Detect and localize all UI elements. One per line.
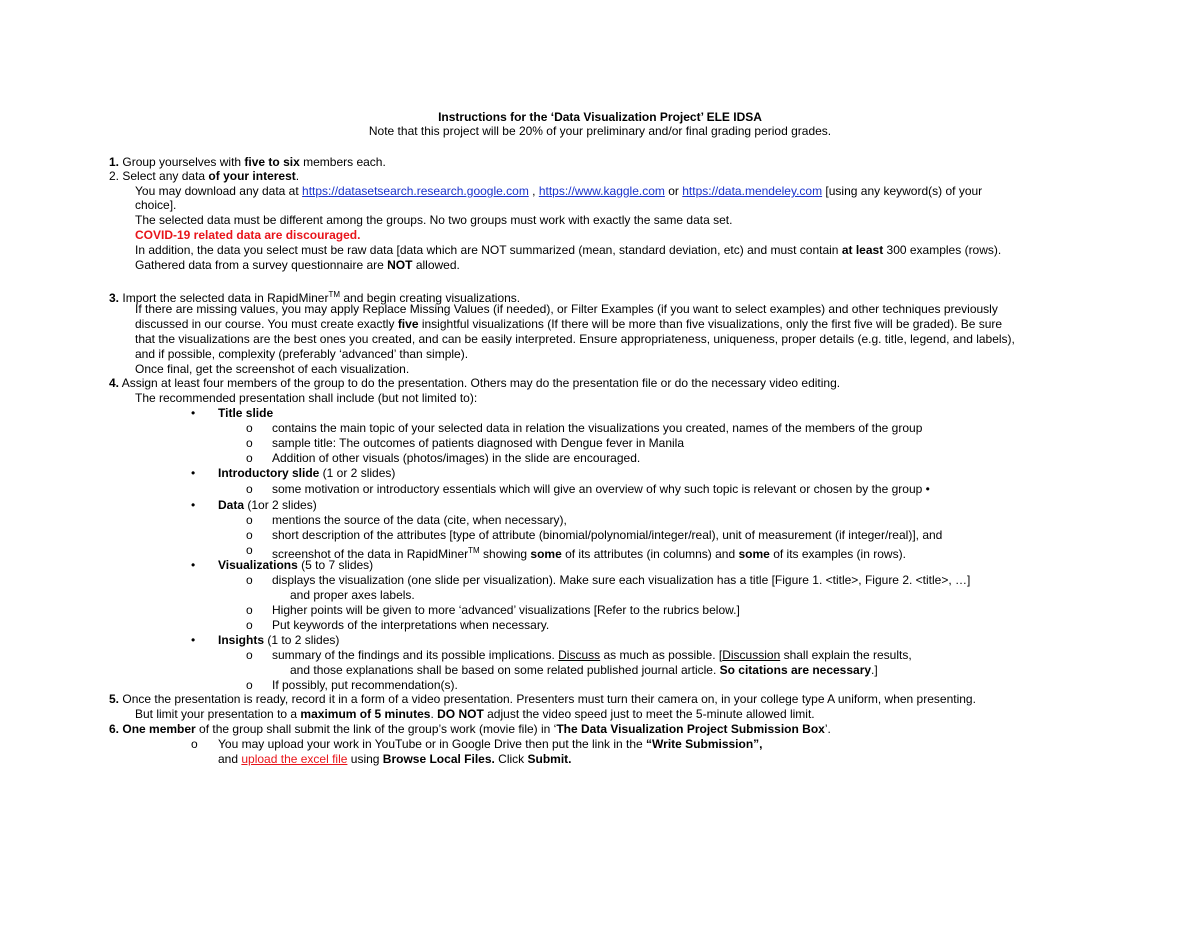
step-2-line-choice: choice].: [135, 198, 177, 212]
submission-box-name: The Data Visualization Project Submission Box: [556, 722, 825, 736]
step-number: 2.: [109, 169, 120, 183]
step-5: [109, 692, 976, 707]
text: screenshot of the data in RapidMiner: [272, 547, 469, 561]
step-5-line-1: [135, 707, 815, 722]
visualizations-item-1-cont: and proper axes labels.: [290, 588, 415, 602]
step-number: 5.: [109, 692, 120, 706]
datasetsearch-link[interactable]: https://datasetsearch.research.google.com: [302, 184, 529, 198]
circle-bullet-icon: o: [246, 451, 253, 465]
text: or: [664, 184, 683, 198]
step-4-line-1: The recommended presentation shall include (but not limited to):: [135, 391, 478, 405]
emphasis: maximum of 5 minutes: [300, 707, 431, 721]
step-text: Once the presentation is ready, record it in a form of a video presentation. Presenters must turn their camera on, in your college type A uniform, when presenting.: [122, 692, 976, 706]
bullet-icon: •: [191, 466, 196, 480]
data-item-1: mentions the source of the data (cite, when necessary),: [272, 513, 567, 527]
text: In addition, the data you select must be raw data [data which are NOT summarized (mean, standard deviation, etc) and must contain: [135, 243, 842, 257]
introductory-slide-heading: [218, 466, 395, 481]
introductory-item-1: [272, 482, 930, 497]
upload-excel-file-link[interactable]: upload the excel file: [241, 752, 348, 766]
step-2-line-different: The selected data must be different among the groups. No two groups must work with exactly the same data set.: [135, 213, 733, 227]
text: and those explanations shall be based on some related published journal article.: [290, 663, 720, 677]
visualizations-item-1: displays the visualization (one slide per visualization). Make sure each visualization has a title [Figure 1. <title>, Figure 2. <title>, …]: [272, 573, 971, 587]
step-text: and begin creating visualizations.: [340, 291, 521, 305]
trademark: TM: [468, 546, 480, 555]
step-2-download-line: [135, 184, 982, 199]
visualizations-heading: [218, 558, 373, 573]
title-slide-item-1: contains the main topic of your selected data in relation the visualizations you created, names of the members of the group: [272, 421, 923, 435]
step-number: 6.: [109, 722, 120, 736]
step-number: 3.: [109, 291, 120, 305]
emphasis: NOT: [387, 258, 413, 272]
heading-count: (1 to 2 slides): [264, 633, 340, 647]
emphasis: at least: [841, 243, 884, 257]
heading-text: Introductory slide: [218, 466, 320, 480]
covid-warning: [135, 228, 360, 243]
circle-bullet-icon: o: [246, 543, 253, 557]
insights-item-2: If possibly, put recommendation(s).: [272, 678, 458, 692]
insights-item-1-cont: [290, 663, 878, 678]
step-number: 1.: [109, 155, 120, 169]
emphasis: “Write Submission”,: [646, 737, 763, 751]
text: Gathered data from a survey questionnaire are: [135, 258, 388, 272]
text: of its attributes (in columns) and: [561, 547, 739, 561]
step-6-line-1: [218, 737, 763, 752]
kaggle-link[interactable]: https://www.kaggle.com: [538, 184, 665, 198]
emphasis: some: [738, 547, 770, 561]
step-2-line-raw: [135, 243, 1001, 258]
text: as much as possible. [: [600, 648, 723, 662]
step-emphasis: of your interest: [208, 169, 296, 183]
text: discussed in our course. You must create exactly: [135, 317, 398, 331]
underlined-text: Discussion: [722, 648, 781, 662]
circle-bullet-icon: o: [246, 482, 253, 496]
visualizations-item-2: Higher points will be given to more ‘advanced’ visualizations [Refer to the rubrics below.]: [272, 603, 740, 617]
step-3-line-2: [135, 317, 1002, 332]
circle-bullet-icon: o: [246, 618, 253, 632]
text: 300 examples (rows).: [883, 243, 1002, 257]
data-item-2: short description of the attributes [type of attribute (binomial/polynomial/integer/real), unit of measurement (if integer/real)], and: [272, 528, 943, 542]
step-3-line-1: If there are missing values, you may apply Replace Missing Values (if needed), or Filter Examples (if you want to select examples) and other techniques previously: [135, 302, 998, 316]
emphasis: Submit.: [527, 752, 572, 766]
step-number: 4.: [109, 376, 120, 390]
text: You may upload your work in YouTube or in Google Drive then put the link in the: [218, 737, 647, 751]
step-3-line-3: that the visualizations are the best ones you created, and can be easily interpreted. Ensure appropriateness, uniqueness, proper details (e.g. title, legend, and labels),: [135, 332, 1015, 346]
step-6: [109, 722, 831, 737]
mendeley-link[interactable]: https://data.mendeley.com: [682, 184, 823, 198]
text: shall explain the results,: [780, 648, 912, 662]
circle-bullet-icon: o: [246, 513, 253, 527]
text: ,: [528, 184, 539, 198]
step-text: of the group shall submit the link of the group’s work (movie file) in ‘: [195, 722, 557, 736]
step-2: [109, 169, 299, 184]
text: [using any keyword(s) of your: [822, 184, 983, 198]
heading-text: Title slide: [218, 406, 274, 420]
step-4: [109, 376, 840, 391]
heading-count: (5 to 7 slides): [297, 558, 374, 572]
circle-bullet-icon: o: [246, 573, 253, 587]
bullet-icon: •: [191, 498, 196, 512]
step-text: Select any data: [122, 169, 209, 183]
insights-heading: [218, 633, 339, 648]
heading-count: (1 or 2 slides): [319, 466, 396, 480]
text: Click: [494, 752, 528, 766]
circle-bullet-icon: o: [246, 603, 253, 617]
emphasis: DO NOT: [437, 707, 484, 721]
title-slide-heading: [218, 406, 273, 421]
text: summary of the findings and its possible implications.: [272, 648, 559, 662]
title-slide-item-2: sample title: The outcomes of patients diagnosed with Dengue fever in Manila: [272, 436, 685, 450]
step-text: Import the selected data in RapidMiner: [122, 291, 329, 305]
circle-bullet-icon: o: [246, 678, 253, 692]
step-6-line-2: [218, 752, 572, 767]
step-1: [109, 155, 386, 170]
step-emphasis: One member: [122, 722, 196, 736]
underlined-text: Discuss: [558, 648, 601, 662]
bullet-icon: •: [191, 633, 196, 647]
document-title: Instructions for the ‘Data Visualization Project’ ELE IDSA: [438, 110, 762, 124]
heading-count: (1or 2 slides): [244, 498, 317, 512]
text: of its examples (in rows).: [769, 547, 906, 561]
text: adjust the video speed just to meet the 5-minute allowed limit.: [483, 707, 815, 721]
step-2-line-survey: [135, 258, 460, 273]
step-3-line-5: Once final, get the screenshot of each visualization.: [135, 362, 410, 376]
text: insightful visualizations (If there will be more than five visualizations, only the first five will be graded). Be sure: [418, 317, 1003, 331]
emphasis: some: [530, 547, 562, 561]
circle-bullet-icon: o: [191, 737, 198, 751]
circle-bullet-icon: o: [246, 648, 253, 662]
covid-text: COVID-19 related data are discouraged.: [135, 228, 361, 242]
insights-item-1: [272, 648, 912, 663]
text: .: [430, 707, 438, 721]
trailing-bullet-icon: •: [925, 482, 930, 496]
step-3-line-4: and if possible, complexity (preferably ‘advanced’ than simple).: [135, 347, 469, 361]
step-text: ’.: [824, 722, 831, 736]
bullet-icon: •: [191, 406, 196, 420]
circle-bullet-icon: o: [246, 528, 253, 542]
emphasis: Browse Local Files.: [382, 752, 495, 766]
step-text: Assign at least four members of the group to do the presentation. Others may do the presentation file or do the necessary video editing.: [121, 376, 841, 390]
text: showing: [479, 547, 531, 561]
circle-bullet-icon: o: [246, 436, 253, 450]
title-slide-item-3: Addition of other visuals (photos/images) in the slide are encouraged.: [272, 451, 641, 465]
emphasis: So citations are necessary: [719, 663, 872, 677]
step-emphasis: five to six: [244, 155, 300, 169]
text: But limit your presentation to a: [135, 707, 301, 721]
visualizations-item-3: Put keywords of the interpretations when necessary.: [272, 618, 550, 632]
text: You may download any data at: [135, 184, 303, 198]
step-text: .: [295, 169, 300, 183]
heading-text: Data: [218, 498, 245, 512]
text: using: [347, 752, 383, 766]
heading-text: Visualizations: [218, 558, 298, 572]
heading-text: Insights: [218, 633, 265, 647]
circle-bullet-icon: o: [246, 421, 253, 435]
document-note: Note that this project will be 20% of your preliminary and/or final grading period grades.: [368, 124, 832, 138]
trademark: TM: [328, 290, 341, 299]
text: allowed.: [412, 258, 460, 272]
step-text: Group yourselves with: [122, 155, 245, 169]
data-slide-heading: [218, 498, 317, 513]
emphasis: five: [397, 317, 419, 331]
text: and: [218, 752, 242, 766]
step-text: members each.: [299, 155, 386, 169]
bullet-icon: •: [191, 558, 196, 572]
text: .]: [871, 663, 878, 677]
text: some motivation or introductory essentials which will give an overview of why such topic is relevant or chosen by the group: [272, 482, 923, 496]
